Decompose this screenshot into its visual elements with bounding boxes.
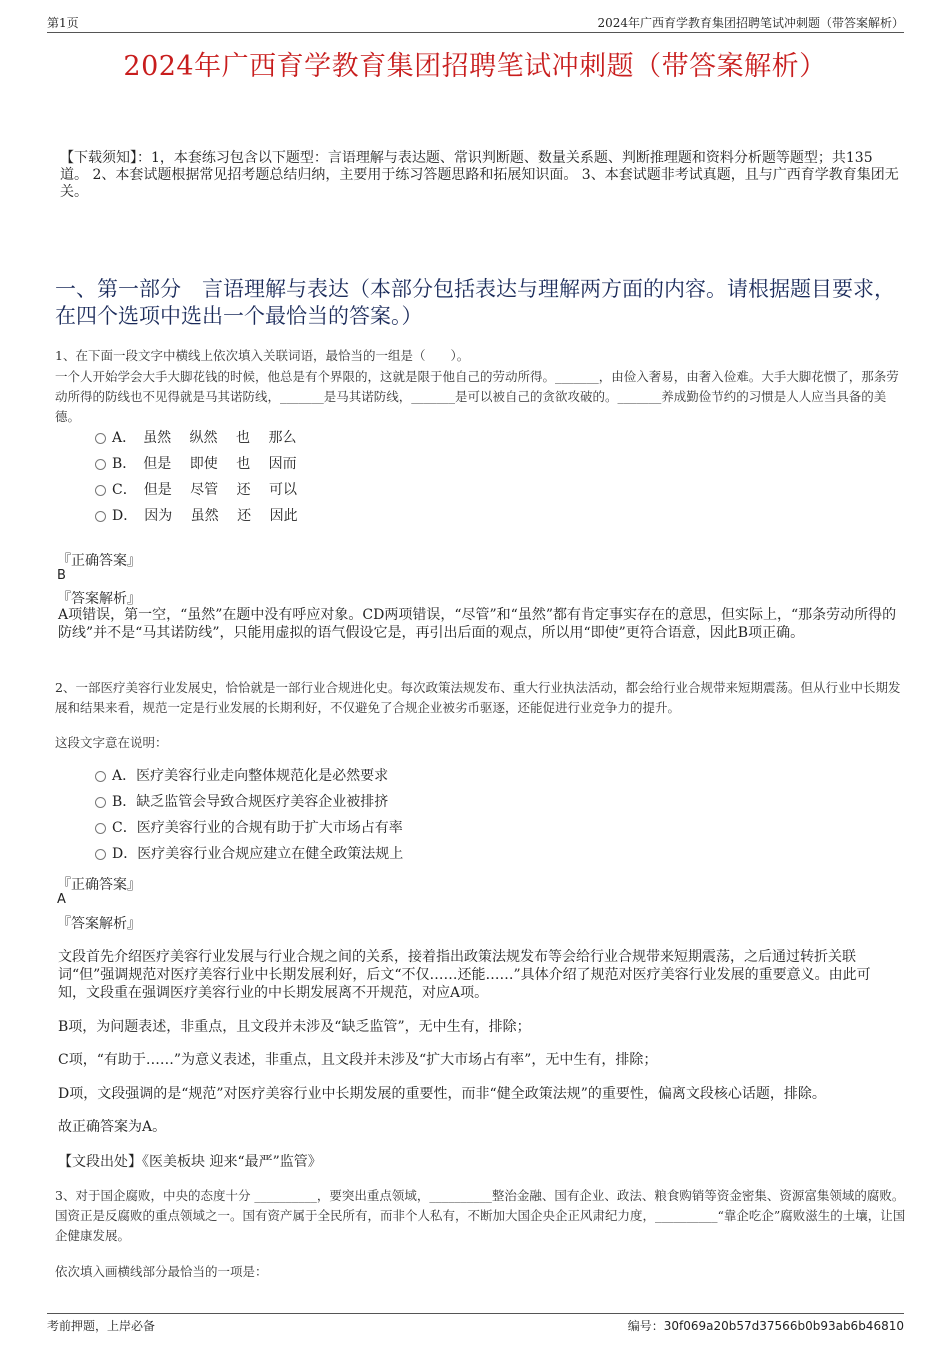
q2-analysis-label: 『答案解析』 bbox=[57, 916, 141, 932]
q2-options bbox=[95, 763, 403, 867]
radio-icon[interactable] bbox=[95, 511, 106, 522]
footer-slogan: 考前押题，上岸必备 bbox=[47, 1319, 156, 1333]
q2-answer-label: 『正确答案』 bbox=[57, 877, 141, 893]
download-notice: 【下载须知】：1，本套练习包含以下题型：言语理解与表达题、常识判断题、数量关系题、判断推理题和资料分析题等题型；共135道。 2、本套试题根据常见招考题总结归纳，主要用于练习答题思路和拓展知识面。 3、本套试题非考试真题，且与广西育学教育集团无关。 bbox=[60, 150, 899, 200]
page-header bbox=[47, 14, 904, 33]
q1-answer: B bbox=[57, 568, 66, 583]
q3-stem: 3、对于国企腐败，中央的态度十分 __________，要突出重点领域，__________整治金融、国有企业、政法、粮食购销等资金密集、资源富集领域的腐败。国资正是反腐败的重点领域之一。国有资产属于全民所有，而非个人私有，不断加大国企央企正风肃纪力度，__________“靠企吃企”腐败滋生的土壤，让国企健康发展。 bbox=[55, 1188, 906, 1243]
q2-answer: A bbox=[57, 892, 66, 907]
q1-analysis: A项错误，第一空，“虽然”在题中没有呼应对象。CD两项错误，“尽管”和“虽然”都有肯定事实存在的意思，但实际上，“那条劳动所得的防线”并不是“马其诺防线”，只能用虚拟的语气假设它是，再引出后面的观点，所以用“即使”更符合语意，因此B项正确。 bbox=[58, 607, 897, 641]
q2-option-b[interactable]: B．缺乏监管会导致合规医疗美容企业被排挤 bbox=[95, 789, 403, 815]
q2-option-a[interactable]: A．医疗美容行业走向整体规范化是必然要求 bbox=[95, 763, 403, 789]
radio-icon[interactable] bbox=[95, 797, 106, 808]
q2-conclusion: 故正确答案为A。 bbox=[58, 1119, 167, 1135]
radio-icon[interactable] bbox=[95, 771, 106, 782]
radio-icon[interactable] bbox=[95, 485, 106, 496]
q1-option-a[interactable]: A． 虽然 纵然 也 那么 bbox=[95, 425, 298, 451]
q2-ask: 这段文字意在说明： bbox=[55, 735, 168, 750]
radio-icon[interactable] bbox=[95, 849, 106, 860]
footer-serial: 编号：30f069a20b57d37566b0b93ab6b46810 bbox=[627, 1319, 904, 1333]
q2-stem: 2、一部医疗美容行业发展史，恰恰就是一部行业合规进化史。每次政策法规发布、重大行业执法活动，都会给行业合规带来短期震荡。但从行业中长期发展和结果来看，规范一定是行业发展的长期利好，不仅避免了合规企业被劣币驱逐，还能促进行业竞争力的提升。 bbox=[55, 680, 901, 715]
q2-analysis-c: C项，“有助于……”为意义表述，非重点，且文段并未涉及“扩大市场占有率”，无中生有，排除； bbox=[58, 1052, 658, 1068]
q2-analysis-d: D项，文段强调的是“规范”对医疗美容行业中长期发展的重要性，而非“健全政策法规”的重要性，偏离文段核心话题，排除。 bbox=[58, 1086, 826, 1102]
q2-analysis-b: B项，为问题表述，非重点，且文段并未涉及“缺乏监管”，无中生有，排除； bbox=[58, 1019, 531, 1035]
q2-analysis-main: 文段首先介绍医疗美容行业发展与行业合规之间的关系，接着指出政策法规发布等会给行业合规带来短期震荡，之后通过转折关联词“但”强调规范对医疗美容行业中长期发展利好，后文“不仅……还能……”具体介绍了规范对医疗美容行业发展的重要意义。由此可知，文段重在强调医疗美容行业的中长期发展离不开规范，对应A项。 bbox=[58, 949, 871, 1001]
q3-ask: 依次填入画横线部分最恰当的一项是： bbox=[55, 1264, 268, 1279]
radio-icon[interactable] bbox=[95, 823, 106, 834]
q1-option-b[interactable]: B． 但是 即使 也 因而 bbox=[95, 451, 298, 477]
q1-analysis-label: 『答案解析』 bbox=[57, 591, 141, 607]
q1-option-c[interactable]: C． 但是 尽管 还 可以 bbox=[95, 477, 298, 503]
q2-option-d[interactable]: D．医疗美容行业合规应建立在健全政策法规上 bbox=[95, 841, 403, 867]
page-number: 第1页 bbox=[47, 16, 79, 30]
q1-stem: 1、在下面一段文字中横线上依次填入关联词语，最恰当的一组是（ ）。 bbox=[55, 348, 470, 363]
q2-option-c[interactable]: C．医疗美容行业的合规有助于扩大市场占有率 bbox=[95, 815, 403, 841]
radio-icon[interactable] bbox=[95, 433, 106, 444]
document-title: 2024年广西育学教育集团招聘笔试冲刺题（带答案解析） bbox=[123, 51, 827, 82]
radio-icon[interactable] bbox=[95, 459, 106, 470]
q1-option-d[interactable]: D． 因为 虽然 还 因此 bbox=[95, 503, 298, 529]
q1-body: 一个人开始学会大手大脚花钱的时候，他总是有个界限的，这就是限于他自己的劳动所得。_______，由俭入奢易，由奢入俭难。大手大脚花惯了，那条劳动所得的防线也不见得就是马其诺防线，_______是马其诺防线，_______是可以被自己的贪欲攻破的。_______养成勤俭节约的习惯是人人应当具备的美德。 bbox=[55, 369, 899, 424]
q1-options bbox=[95, 425, 298, 529]
header-title: 2024年广西育学教育集团招聘笔试冲刺题（带答案解析） bbox=[597, 16, 904, 30]
section-heading: 一、第一部分 言语理解与表达（本部分包括表达与理解两方面的内容。请根据题目要求，在四个选项中选出一个最恰当的答案。） bbox=[55, 277, 895, 328]
q2-source: 【文段出处】《医美板块 迎来“最严”监管》 bbox=[58, 1154, 322, 1170]
q1-answer-label: 『正确答案』 bbox=[57, 553, 141, 569]
page-footer bbox=[47, 1313, 904, 1334]
